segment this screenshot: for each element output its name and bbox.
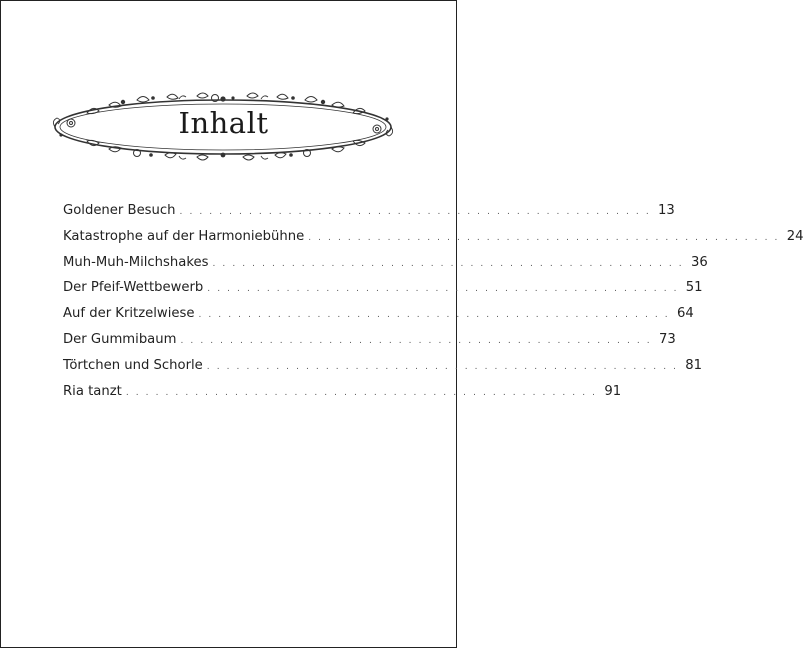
- toc-entry-page: 81: [685, 357, 703, 373]
- toc-dot-leader: . . . . . . . . . . . . . . . . . . . . . . . . . . . . . . . . . . . . . . . . . . . . . . . .: [207, 284, 679, 295]
- toc-entry[interactable]: [63, 280, 703, 306]
- toc-dot-leader: . . . . . . . . . . . . . . . . . . . . . . . . . . . . . . . . . . . . . . . . . . . . . . . .: [206, 361, 679, 372]
- toc-entry-title: Der Gummibaum: [63, 331, 177, 347]
- toc-dot-leader: . . . . . . . . . . . . . . . . . . . . . . . . . . . . . . . . . . . . . . . . . . . . . . . .: [198, 310, 670, 321]
- page-title: Inhalt: [178, 106, 269, 140]
- toc-dot-leader: . . . . . . . . . . . . . . . . . . . . . . . . . . . . . . . . . . . . . . . . . . . . . . . .: [308, 232, 780, 243]
- toc-entry-page: 36: [690, 254, 708, 270]
- toc-entry-title: Muh-Muh-Milchshakes: [63, 254, 209, 270]
- table-of-contents: [63, 203, 803, 409]
- toc-entry-title: Ria tanzt: [63, 383, 122, 399]
- toc-entry[interactable]: [63, 306, 694, 332]
- toc-entry[interactable]: [63, 203, 675, 229]
- toc-entry[interactable]: [63, 383, 622, 410]
- toc-entry-page: 51: [685, 280, 703, 296]
- toc-entry-page: 24: [786, 228, 803, 244]
- toc-entry-title: Der Pfeif-Wettbewerb: [63, 280, 204, 296]
- toc-entry-page: 13: [658, 203, 675, 218]
- toc-entry-page: 91: [604, 383, 622, 399]
- toc-entry-title: Auf der Kritzelwiese: [63, 306, 195, 322]
- toc-dot-leader: . . . . . . . . . . . . . . . . . . . . . . . . . . . . . . . . . . . . . . . . . . . . . . . .: [180, 335, 652, 346]
- toc-entry-title: Törtchen und Schorle: [63, 357, 203, 373]
- toc-entry[interactable]: [63, 228, 803, 255]
- toc-dot-leader: . . . . . . . . . . . . . . . . . . . . . . . . . . . . . . . . . . . . . . . . . . . . . . . .: [212, 258, 684, 269]
- toc-entry-title: Goldener Besuch: [63, 203, 176, 218]
- toc-entry[interactable]: [63, 254, 708, 281]
- toc-dot-leader: . . . . . . . . . . . . . . . . . . . . . . . . . . . . . . . . . . . . . . . . . . . . . . . .: [179, 207, 651, 217]
- toc-entry[interactable]: [63, 357, 703, 384]
- toc-entry-page: 73: [658, 331, 676, 347]
- toc-entry-title: Katastrophe auf der Harmoniebühne: [63, 228, 305, 244]
- toc-entry[interactable]: [63, 331, 676, 358]
- toc-entry-page: 64: [676, 306, 694, 322]
- toc-dot-leader: . . . . . . . . . . . . . . . . . . . . . . . . . . . . . . . . . . . . . . . . . . . . . . . .: [125, 387, 598, 398]
